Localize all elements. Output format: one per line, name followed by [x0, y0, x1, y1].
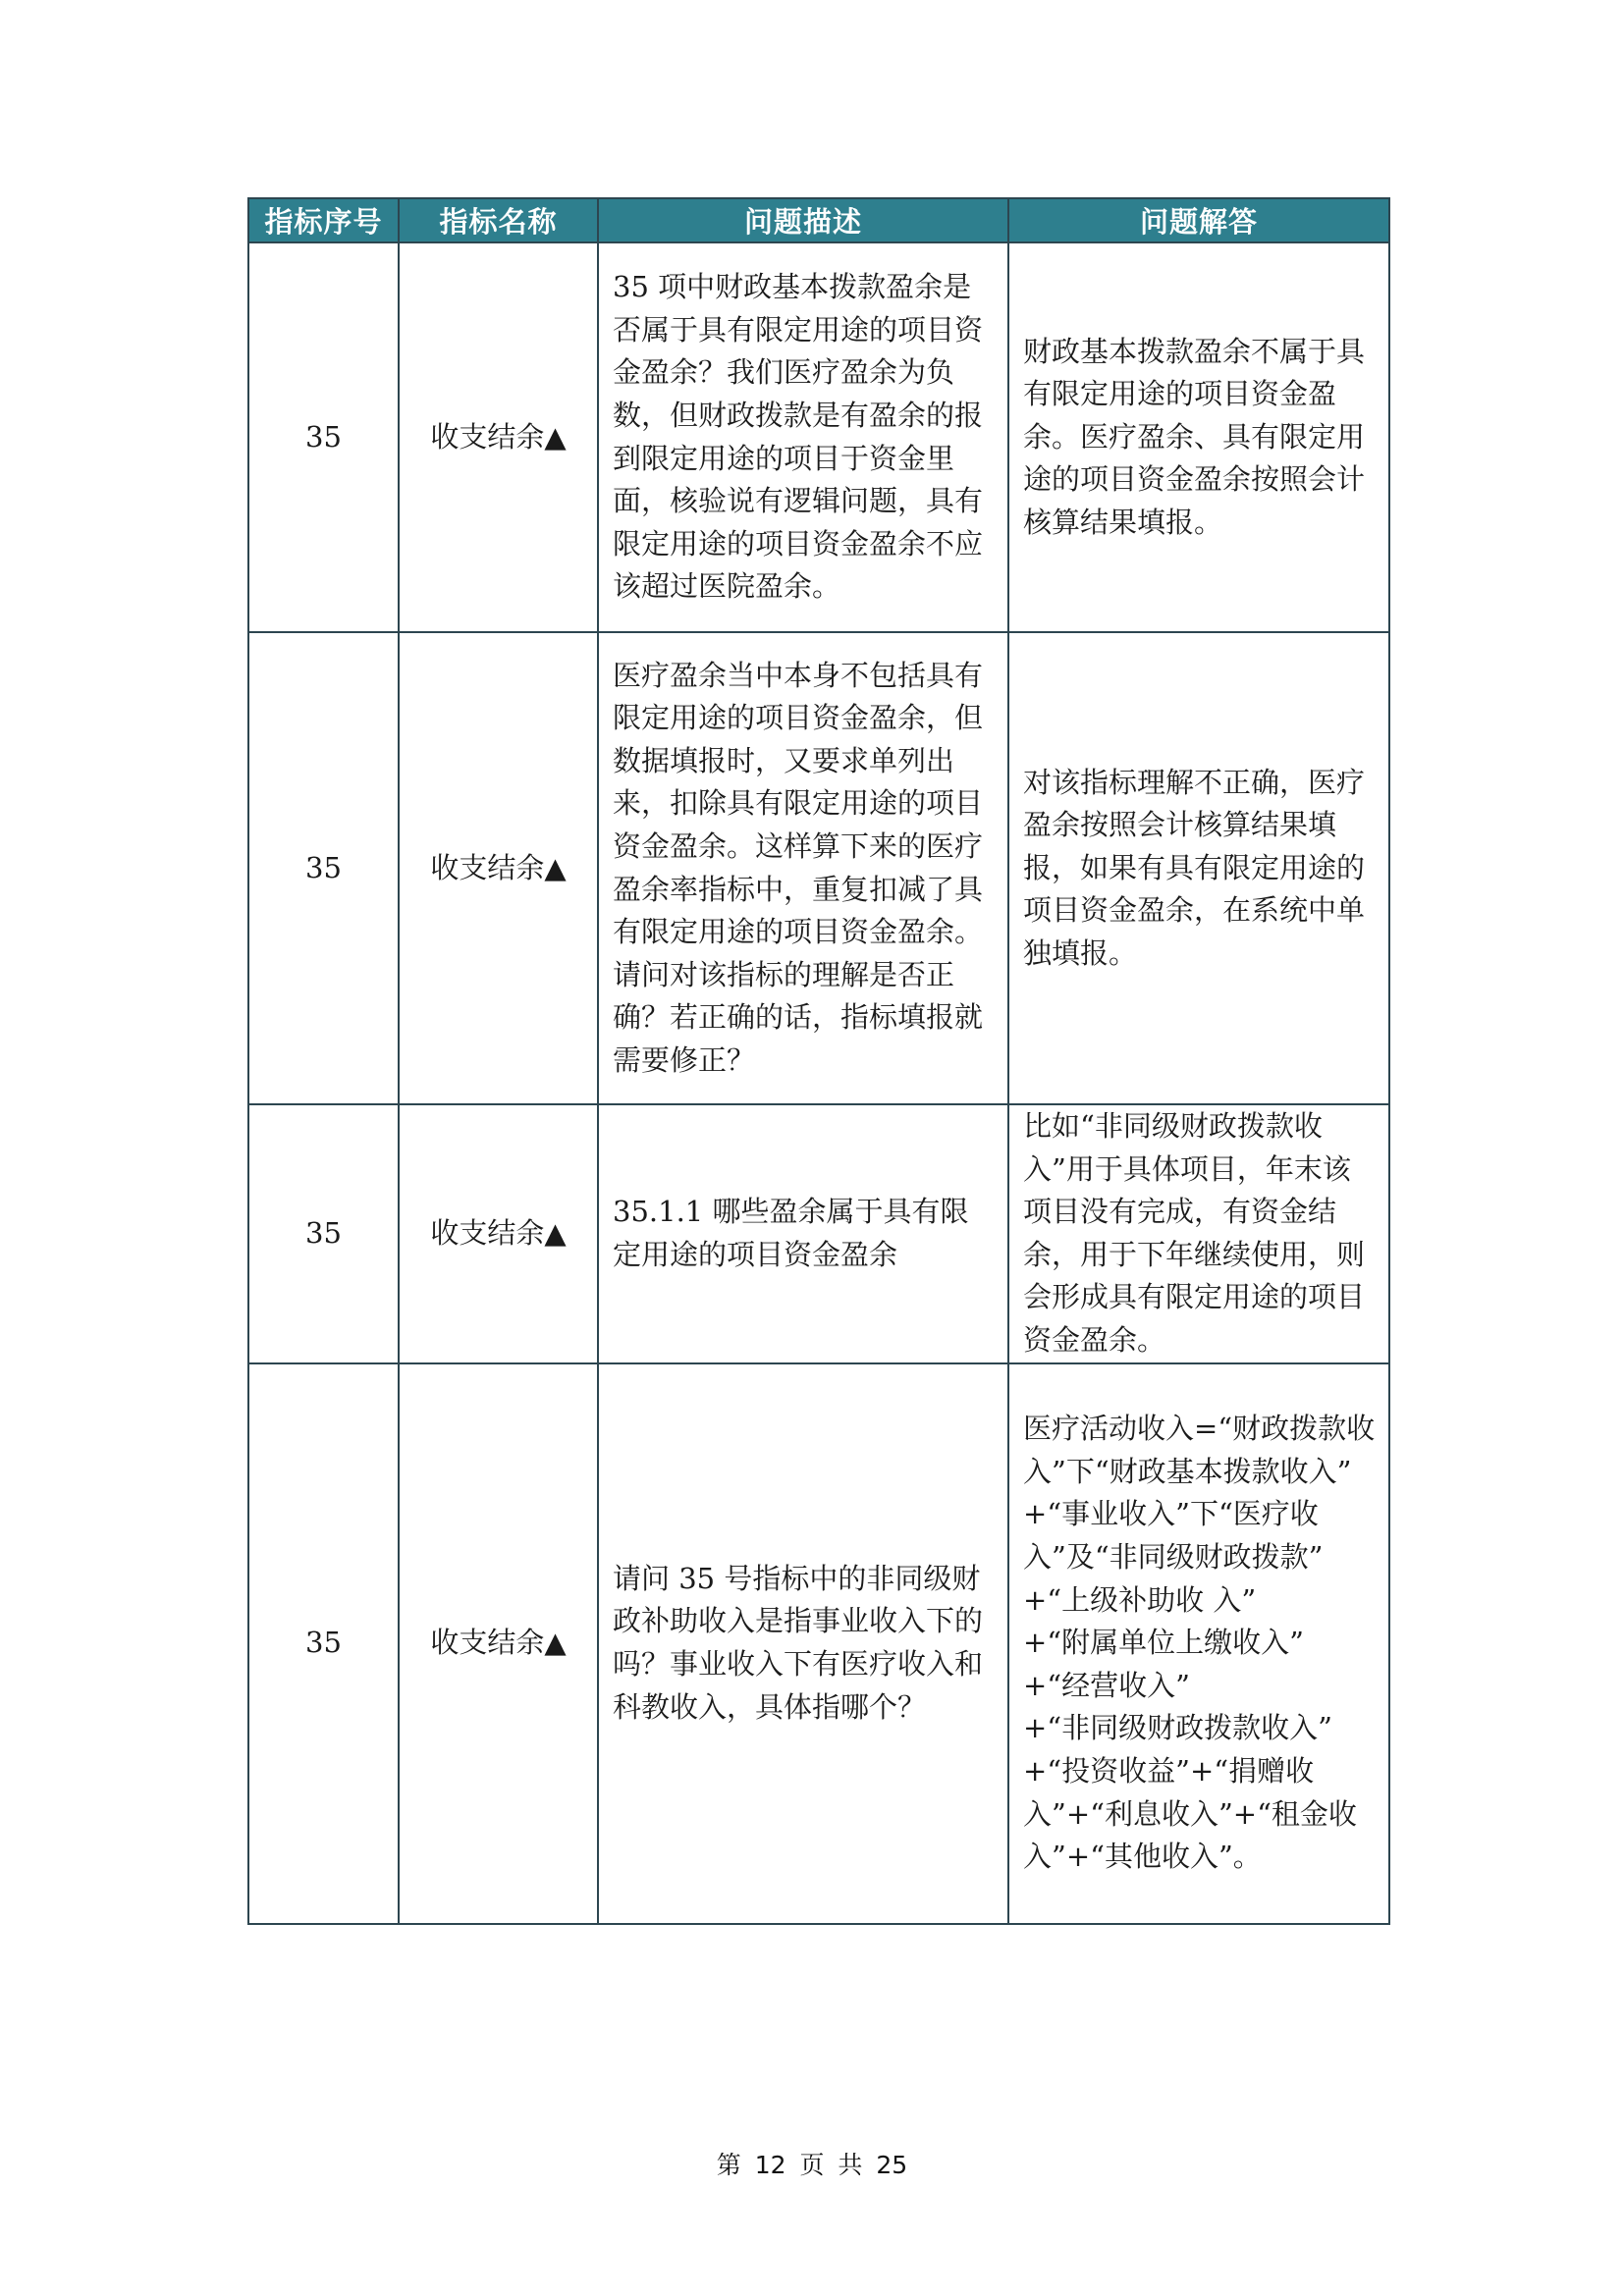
faq-table: [247, 197, 1390, 1925]
header-index-name: 指标名称: [399, 198, 598, 242]
index-no-cell: 35: [248, 632, 399, 1104]
question-text: 35 项中财政基本拨款盈余是否属于具有限定用途的项目资金盈余？我们医疗盈余为负数，但财政拨款是有盈余的报到限定用途的项目于资金里面，核验说有逻辑问题，具有限定用途的项目资金盈余不应该超过医院盈余。: [613, 270, 984, 604]
question-text: 35.1.1 哪些盈余属于具有限定用途的项目资金盈余: [613, 1195, 969, 1271]
index-name-cell: 收支结余▲: [399, 1363, 598, 1924]
question-cell: [598, 1104, 1008, 1363]
answer-text: 比如“非同级财政拨款收入”用于具体项目，年末该项目没有完成，有资金结余，用于下年继续使用，则会形成具有限定用途的项目资金盈余。: [1023, 1109, 1366, 1357]
index-name-cell: 收支结余▲: [399, 242, 598, 632]
answer-cell: [1008, 242, 1389, 632]
question-cell: [598, 632, 1008, 1104]
index-no-cell: 35: [248, 1104, 399, 1363]
question-cell: [598, 242, 1008, 632]
table-row: [248, 1363, 1389, 1924]
question-cell: [598, 1363, 1008, 1924]
index-name-cell: 收支结余▲: [399, 632, 598, 1104]
index-no-cell: 35: [248, 1363, 399, 1924]
header-answer: 问题解答: [1008, 198, 1389, 242]
index-no-cell: 35: [248, 242, 399, 632]
answer-cell: [1008, 1363, 1389, 1924]
table-row: [248, 1104, 1389, 1363]
table-row: [248, 632, 1389, 1104]
header-question: 问题描述: [598, 198, 1008, 242]
question-text: 请问 35 号指标中的非同级财政补助收入是指事业收入下的吗？事业收入下有医疗收入和科教收入，具体指哪个？: [613, 1561, 984, 1724]
answer-text: 对该指标理解不正确，医疗盈余按照会计核算结果填报，如果有具有限定用途的项目资金盈余，在系统中单独填报。: [1023, 765, 1366, 970]
table-header-row: [248, 198, 1389, 242]
answer-cell: [1008, 632, 1389, 1104]
table-row: [248, 242, 1389, 632]
header-index-no: 指标序号: [248, 198, 399, 242]
answer-cell: [1008, 1104, 1389, 1363]
question-text: 医疗盈余当中本身不包括具有限定用途的项目资金盈余，但数据填报时，又要求单列出来，扣除具有限定用途的项目资金盈余。这样算下来的医疗盈余率指标中，重复扣减了具有限定用途的项目资金盈余。请问对该指标的理解是否正确？若正确的话，指标填报就需要修正？: [613, 658, 984, 1077]
answer-text: 财政基本拨款盈余不属于具有限定用途的项目资金盈余。医疗盈余、具有限定用途的项目资金盈余按照会计核算结果填报。: [1023, 334, 1366, 539]
index-name-cell: 收支结余▲: [399, 1104, 598, 1363]
answer-text: 医疗活动收入=“财政拨款收入”下“财政基本拨款收入” +“事业收入”下“医疗收入”及“非同级财政拨款” +“上级补助收 入” +“附属单位上缴收入” +“经营收入” +“非同级财政拨款收入” +“投资收益”+“捐赠收入”+“利息收入”+“租金收入”+“其他收入”。: [1023, 1412, 1376, 1874]
page-number-footer: 第 12 页 共 25: [716, 2151, 908, 2179]
